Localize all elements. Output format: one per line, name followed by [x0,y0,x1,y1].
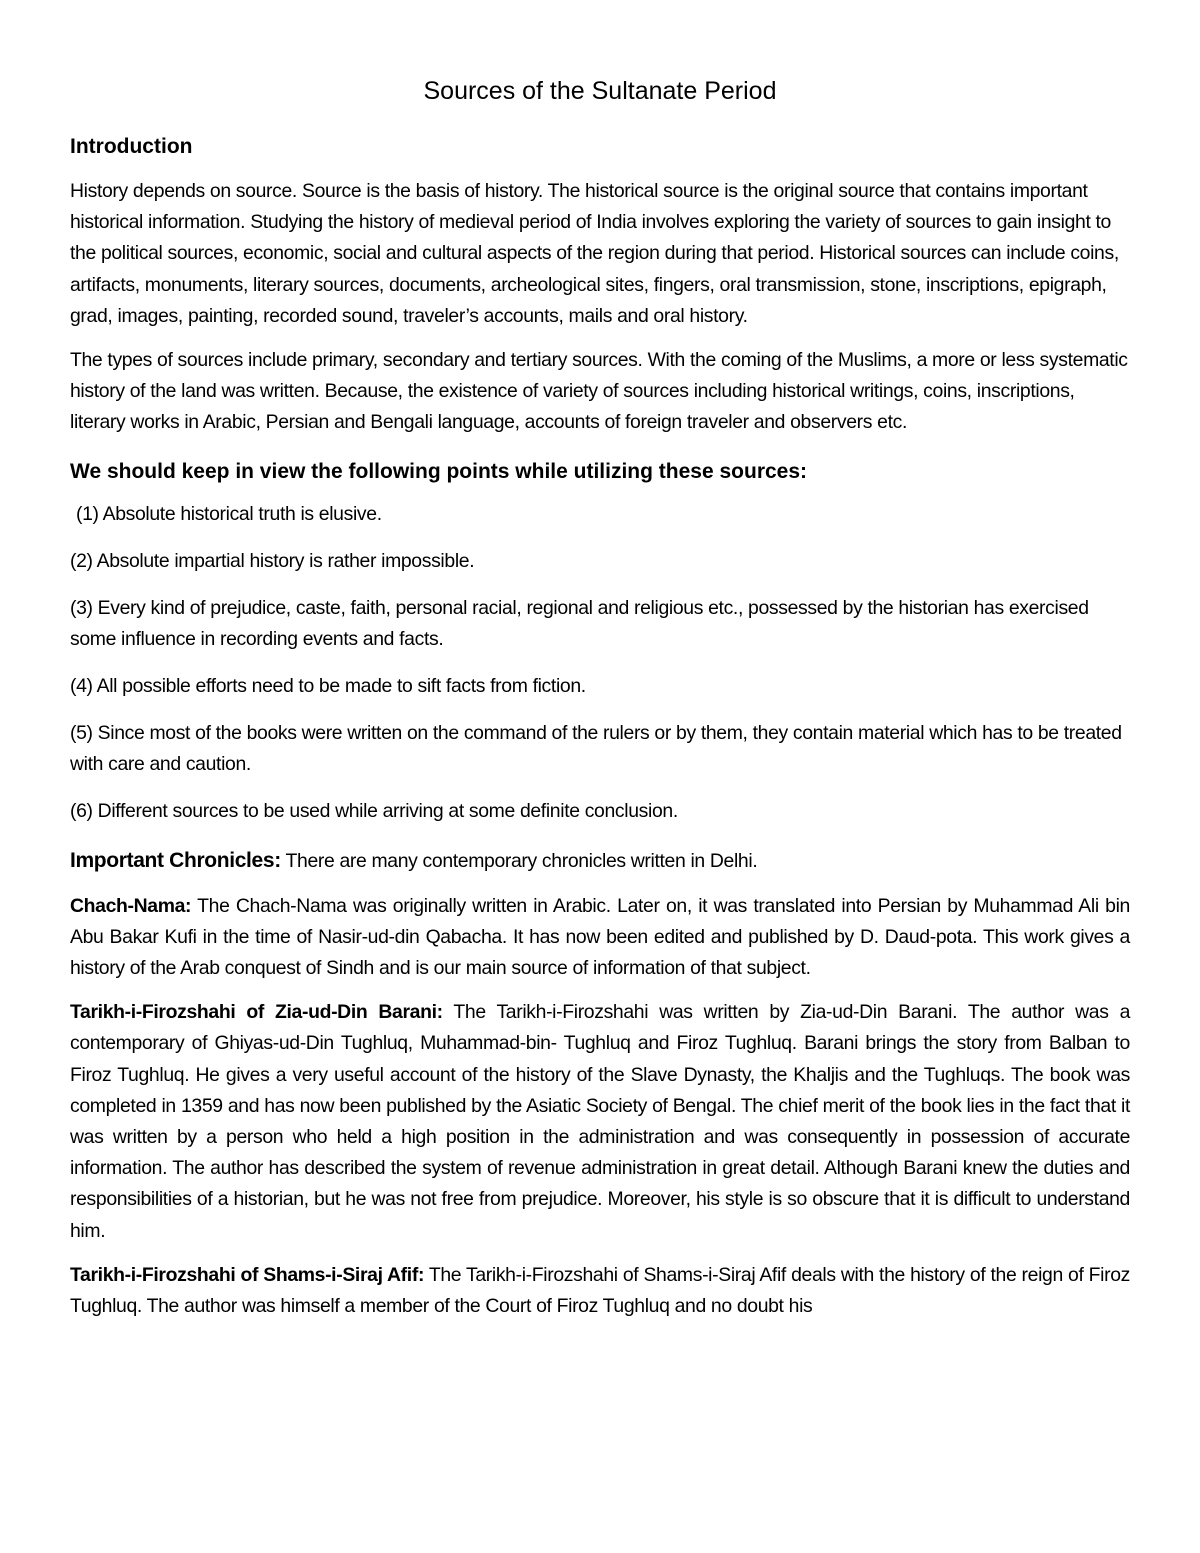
points-heading: We should keep in view the following points while utilizing these sources: [70,459,808,483]
chronicle-entry-chach-nama [70,891,1130,985]
point-item-4: (4) All possible efforts need to be made to sift facts from fiction. [70,674,586,697]
point-item-2: (2) Absolute impartial history is rather impossible. [70,549,475,572]
chronicle-entry-title: Chach-Nama: [70,894,192,917]
introduction-paragraph-1: History depends on source. Source is the basis of history. The historical source is the original source that contains important historical information. Studying the history of medieval period of India involves exploring the variety of sources to gain insight to the political sources, economic, social and cultural aspects of the region during that period. Historical sources can include coins, artifacts, monuments, literary sources, documents, archeological sites, fingers, oral transmission, stone, inscriptions, epigraph, grad, images, painting, recorded sound, traveler’s accounts, mails and oral history. [70,180,1119,327]
document-page [70,74,1130,1335]
chronicle-entry-title: Tarikh-i-Firozshahi of Shams-i-Siraj Afif: [70,1263,425,1286]
chronicle-entry-title: Tarikh-i-Firozshahi of Zia-ud-Din Barani: [70,1001,443,1024]
chronicles-intro-text: There are many contemporary chronicles written in Delhi. [280,849,758,872]
chronicles-intro-line [70,845,1130,877]
chronicle-entry-barani [70,997,1130,1247]
chronicle-entry-text: The Tarikh-i-Firozshahi of Shams-i-Siraj Afif deals with the history of the reign of Firoz Tughluq. The author was himself a member of the Court of Firoz Tughluq and no doubt his [70,1263,1130,1318]
introduction-paragraph-2: The types of sources include primary, secondary and tertiary sources. With the coming of the Muslims, a more or less systematic history of the land was written. Because, the existence of variety of sources including historical writings, coins, inscriptions, literary works in Arabic, Persian and Bengali language, accounts of foreign traveler and observers etc. [70,349,1128,434]
chronicle-entry-text: The Tarikh-i-Firozshahi was written by Zia-ud-Din Barani. The author was a contemporary of Ghiyas-ud-Din Tughluq, Muhammad-bin- Tughluq and Firoz Tughluq. Barani brings the story from Balban to Firoz Tughluq. He gives a very useful account of the history of the Slave Dynasty, the Khaljis and the Tughluqs. The book was completed in 1359 and has now been published by the Asiatic Society of Bengal. The chief merit of the book lies in the fact that it was written by a person who held a high position in the administration and was consequently in possession of accurate information. The author has described the system of revenue administration in great detail. Although Barani knew the duties and responsibilities of a historian, but he was not free from prejudice. Moreover, his style is so obscure that it is difficult to understand him. [70,1001,1131,1242]
point-item-3: (3) Every kind of prejudice, caste, faith, personal racial, regional and religious etc., possessed by the historian has exercised some influence in recording events and facts. [70,596,1089,650]
point-item-5: (5) Since most of the books were written on the command of the rulers or by them, they contain material which has to be treated with care and caution. [70,721,1122,775]
chronicle-entry-text: The Chach-Nama was originally written in Arabic. Later on, it was translated into Persian by Muhammad Ali bin Abu Bakar Kufi in the time of Nasir-ud-din Qabacha. It has now been edited and published by D. Daud-pota. This work gives a history of the Arab conquest of Sindh and is our main source of information of that subject. [70,894,1130,980]
introduction-heading: Introduction [70,135,193,158]
document-title: Sources of the Sultanate Period [423,77,777,105]
chronicles-heading: Important Chronicles: [70,848,281,872]
point-item-1: (1) Absolute historical truth is elusive. [76,502,382,525]
chronicle-entry-afif [70,1260,1130,1322]
point-item-6: (6) Different sources to be used while arriving at some definite conclusion. [70,799,678,822]
